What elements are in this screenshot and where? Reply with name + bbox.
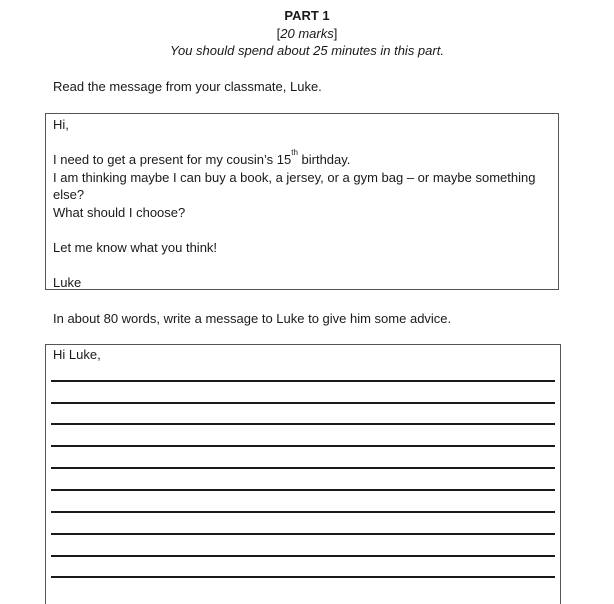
message-line-4: What should I choose? [53,205,186,220]
message-line-3: else? [53,187,85,202]
writing-line[interactable] [51,576,555,578]
marks-label [0,26,614,41]
writing-line[interactable] [51,402,555,404]
message-line-1-start: I need to get a present for my cousin’s 15 [53,152,292,167]
message-line-5: Let me know what you think! [53,240,218,255]
part-title: PART 1 [284,8,330,23]
message-line-2: I am thinking maybe I can buy a book, a jersey, or a gym bag – or maybe something [53,170,536,185]
writing-line[interactable] [51,533,555,535]
writing-line[interactable] [51,423,555,425]
read-instruction: Read the message from your classmate, Luke. [53,79,322,94]
write-instruction: In about 80 words, write a message to Luke to give him some advice. [53,311,452,326]
marks-close-bracket: ] [333,26,338,41]
time-note: You should spend about 25 minutes in this part. [170,43,444,58]
writing-line[interactable] [51,467,555,469]
answer-greeting: Hi Luke, [53,347,101,362]
marks-value: 20 marks [280,26,334,41]
writing-line[interactable] [51,555,555,557]
message-line-1-end: birthday. [297,152,351,167]
writing-line[interactable] [51,489,555,491]
message-signature: Luke [53,275,82,290]
ordinal-suffix: th [291,148,298,157]
luke-message-box [45,113,559,290]
message-line-1 [53,148,351,167]
marks-open-bracket: [ [276,26,281,41]
answer-box[interactable] [45,344,561,604]
message-greeting: Hi, [53,117,69,132]
writing-line[interactable] [51,380,555,382]
writing-line[interactable] [51,511,555,513]
writing-line[interactable] [51,445,555,447]
